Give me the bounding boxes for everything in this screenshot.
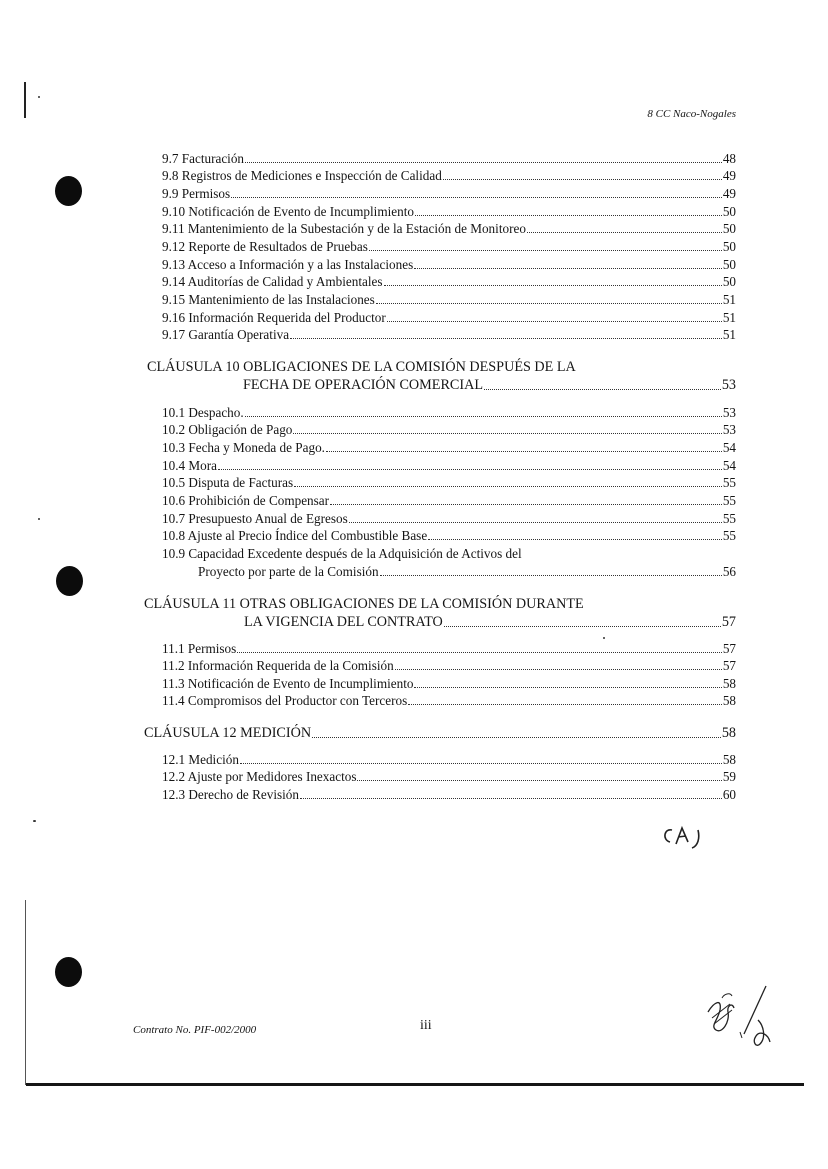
scan-bottom-rule bbox=[26, 1083, 804, 1086]
toc-leader bbox=[380, 575, 722, 576]
toc-leader bbox=[237, 652, 722, 653]
toc-entry[interactable] bbox=[162, 640, 736, 657]
clause-heading-label: CLÁUSULA 12 MEDICIÓN bbox=[144, 725, 312, 741]
toc-entry[interactable] bbox=[162, 692, 736, 709]
toc-entry[interactable] bbox=[162, 220, 736, 237]
toc-entry-label: 9.8 Registros de Mediciones e Inspección de Calidad bbox=[162, 168, 442, 183]
toc-entry-page: 49 bbox=[722, 186, 736, 201]
punch-hole bbox=[56, 566, 83, 596]
clause-heading-label: FECHA DE OPERACIÓN COMERCIAL bbox=[243, 377, 484, 393]
toc-entry[interactable] bbox=[162, 185, 736, 202]
page-number: iii bbox=[420, 1018, 432, 1033]
toc-entry-page: 51 bbox=[722, 310, 736, 325]
toc-entry-page: 55 bbox=[722, 493, 736, 508]
contract-number: Contrato No. PIF-002/2000 bbox=[133, 1024, 257, 1036]
toc-leader bbox=[290, 338, 722, 339]
toc-entry-page: 58 bbox=[722, 693, 736, 708]
toc-entry-page: 57 bbox=[722, 641, 736, 656]
toc-leader bbox=[357, 780, 721, 781]
signature-scribble bbox=[700, 982, 780, 1054]
toc-entry[interactable] bbox=[162, 510, 736, 527]
toc-entry-page: 58 bbox=[722, 752, 736, 767]
scan-speck bbox=[33, 820, 36, 822]
toc-leader bbox=[245, 162, 722, 163]
toc-entry-page: 50 bbox=[722, 221, 736, 236]
toc-leader bbox=[326, 451, 722, 452]
toc-entry[interactable] bbox=[162, 768, 736, 785]
toc-leader bbox=[408, 704, 722, 705]
toc-entry[interactable] bbox=[162, 786, 736, 803]
toc-entry-page: 49 bbox=[722, 168, 736, 183]
toc-entry-page: 50 bbox=[722, 257, 736, 272]
toc-entry-label: 10.4 Mora bbox=[162, 458, 217, 473]
toc-leader bbox=[415, 215, 722, 216]
clause-heading[interactable]: CLÁUSULA 11 OTRAS OBLIGACIONES DE LA COMISIÓN DURANTE bbox=[144, 596, 584, 612]
toc-entry-label: 9.14 Auditorías de Calidad y Ambientales bbox=[162, 274, 383, 289]
toc-entry[interactable] bbox=[162, 291, 736, 308]
toc-leader bbox=[294, 486, 722, 487]
scan-speck bbox=[38, 96, 40, 98]
toc-leader bbox=[245, 416, 722, 417]
toc-leader bbox=[387, 321, 722, 322]
toc-entry[interactable] bbox=[162, 404, 736, 421]
toc-leader bbox=[240, 763, 722, 764]
toc-entry-label: 9.13 Acceso a Información y a las Instalaciones bbox=[162, 257, 414, 272]
toc-entry-page: 59 bbox=[722, 769, 736, 784]
toc-entry[interactable] bbox=[162, 474, 736, 491]
toc-entry-page: 50 bbox=[722, 204, 736, 219]
toc-entry[interactable] bbox=[162, 309, 736, 326]
toc-entry-page: 56 bbox=[722, 564, 736, 579]
toc-leader bbox=[218, 469, 722, 470]
clause-heading-page: 57 bbox=[721, 614, 736, 630]
punch-hole bbox=[55, 176, 82, 206]
toc-entry[interactable] bbox=[162, 326, 736, 343]
toc-leader bbox=[527, 232, 722, 233]
toc-entry-label: 9.11 Mantenimiento de la Subestación y de la Estación de Monitoreo bbox=[162, 221, 526, 236]
toc-leader bbox=[414, 687, 721, 688]
toc-entry-label: 10.5 Disputa de Facturas bbox=[162, 475, 294, 490]
toc-entry-label: 10.8 Ajuste al Precio Índice del Combustible Base bbox=[162, 528, 428, 543]
toc-leader bbox=[349, 522, 722, 523]
toc-entry[interactable] bbox=[162, 457, 736, 474]
toc-entry-page: 50 bbox=[722, 239, 736, 254]
toc-leader bbox=[293, 433, 721, 434]
toc-entry[interactable] bbox=[162, 527, 736, 544]
toc-entry[interactable] bbox=[162, 273, 736, 290]
toc-entry-page: 48 bbox=[722, 151, 736, 166]
document-header: 8 CC Naco-Nogales bbox=[647, 108, 736, 120]
toc-entry-label: 9.17 Garantía Operativa bbox=[162, 327, 290, 342]
toc-entry[interactable] bbox=[162, 150, 736, 167]
toc-entry-page: 51 bbox=[722, 292, 736, 307]
toc-entry[interactable] bbox=[162, 675, 736, 692]
toc-leader bbox=[395, 669, 722, 670]
toc-leader bbox=[444, 626, 721, 627]
toc-entry-label: 10.6 Prohibición de Compensar bbox=[162, 493, 330, 508]
toc-entry-label: 11.2 Información Requerida de la Comisión bbox=[162, 658, 394, 673]
toc-entry-label: 9.15 Mantenimiento de las Instalaciones bbox=[162, 292, 375, 307]
toc-leader bbox=[414, 268, 722, 269]
toc-entry-label: 12.3 Derecho de Revisión bbox=[162, 787, 299, 802]
toc-entry-label: 10.2 Obligación de Pago bbox=[162, 422, 293, 437]
toc-entry-label: 12.2 Ajuste por Medidores Inexactos bbox=[162, 769, 357, 784]
clause-heading-label: LA VIGENCIA DEL CONTRATO bbox=[244, 614, 443, 630]
toc-entry-label: 9.9 Permisos bbox=[162, 186, 231, 201]
toc-entry-label: 11.1 Permisos bbox=[162, 641, 237, 656]
toc-entry[interactable] bbox=[162, 492, 736, 509]
toc-leader bbox=[428, 539, 722, 540]
toc-entry-page: 54 bbox=[722, 440, 736, 455]
toc-entry-page: 54 bbox=[722, 458, 736, 473]
toc-entry-label: 9.7 Facturación bbox=[162, 151, 245, 166]
handwritten-initials bbox=[660, 822, 720, 852]
toc-entry-page: 55 bbox=[722, 511, 736, 526]
toc-leader bbox=[484, 389, 721, 390]
toc-entry[interactable] bbox=[162, 203, 736, 220]
toc-entry-label: 11.3 Notificación de Evento de Incumplimiento bbox=[162, 676, 414, 691]
toc-entry-page: 53 bbox=[722, 405, 736, 420]
toc-entry-page: 50 bbox=[722, 274, 736, 289]
toc-entry[interactable] bbox=[162, 238, 736, 255]
toc-entry[interactable] bbox=[198, 563, 736, 580]
clause-heading-page: 53 bbox=[721, 377, 736, 393]
toc-entry-page: 57 bbox=[722, 658, 736, 673]
toc-entry-page: 51 bbox=[722, 327, 736, 342]
punch-hole bbox=[55, 957, 82, 987]
toc-entry-label: 9.16 Información Requerida del Productor bbox=[162, 310, 386, 325]
toc-entry-page: 55 bbox=[722, 528, 736, 543]
toc-entry-label[interactable]: 10.9 Capacidad Excedente después de la Adquisición de Activos del bbox=[162, 546, 522, 561]
toc-entry-label: 10.7 Presupuesto Anual de Egresos bbox=[162, 511, 348, 526]
toc-entry[interactable] bbox=[162, 421, 736, 438]
scan-speck bbox=[603, 637, 605, 639]
clause-heading-line[interactable] bbox=[244, 613, 736, 631]
toc-leader bbox=[300, 798, 722, 799]
clause-heading-line[interactable] bbox=[243, 376, 736, 394]
toc-entry[interactable] bbox=[162, 439, 736, 456]
toc-entry-label: 12.1 Medición bbox=[162, 752, 239, 767]
toc-entry[interactable] bbox=[162, 167, 736, 184]
scan-edge-line bbox=[25, 900, 26, 1085]
scan-edge-mark bbox=[24, 82, 26, 118]
toc-entry-label: 10.1 Despacho. bbox=[162, 405, 244, 420]
toc-entry-label: 9.12 Reporte de Resultados de Pruebas bbox=[162, 239, 368, 254]
toc-entry-page: 58 bbox=[722, 676, 736, 691]
clause-heading-line[interactable] bbox=[144, 724, 736, 742]
toc-leader bbox=[376, 303, 722, 304]
toc-entry[interactable] bbox=[162, 256, 736, 273]
toc-entry-label: 10.3 Fecha y Moneda de Pago. bbox=[162, 440, 325, 455]
toc-entry-page: 53 bbox=[722, 422, 736, 437]
scan-speck bbox=[38, 518, 40, 520]
toc-leader bbox=[231, 197, 722, 198]
toc-entry-page: 55 bbox=[722, 475, 736, 490]
toc-entry[interactable] bbox=[162, 657, 736, 674]
toc-entry-label: 11.4 Compromisos del Productor con Terceros bbox=[162, 693, 408, 708]
clause-heading-page: 58 bbox=[721, 725, 736, 741]
clause-heading[interactable]: CLÁUSULA 10 OBLIGACIONES DE LA COMISIÓN DESPUÉS DE LA bbox=[147, 359, 576, 375]
toc-entry[interactable] bbox=[162, 751, 736, 768]
toc-leader bbox=[369, 250, 722, 251]
toc-leader bbox=[443, 179, 722, 180]
toc-entry-label: Proyecto por parte de la Comisión bbox=[198, 564, 379, 579]
toc-leader bbox=[330, 504, 722, 505]
toc-leader bbox=[384, 285, 722, 286]
toc-entry-label: 9.10 Notificación de Evento de Incumplimiento bbox=[162, 204, 414, 219]
toc-leader bbox=[312, 737, 721, 738]
toc-entry-page: 60 bbox=[722, 787, 736, 802]
